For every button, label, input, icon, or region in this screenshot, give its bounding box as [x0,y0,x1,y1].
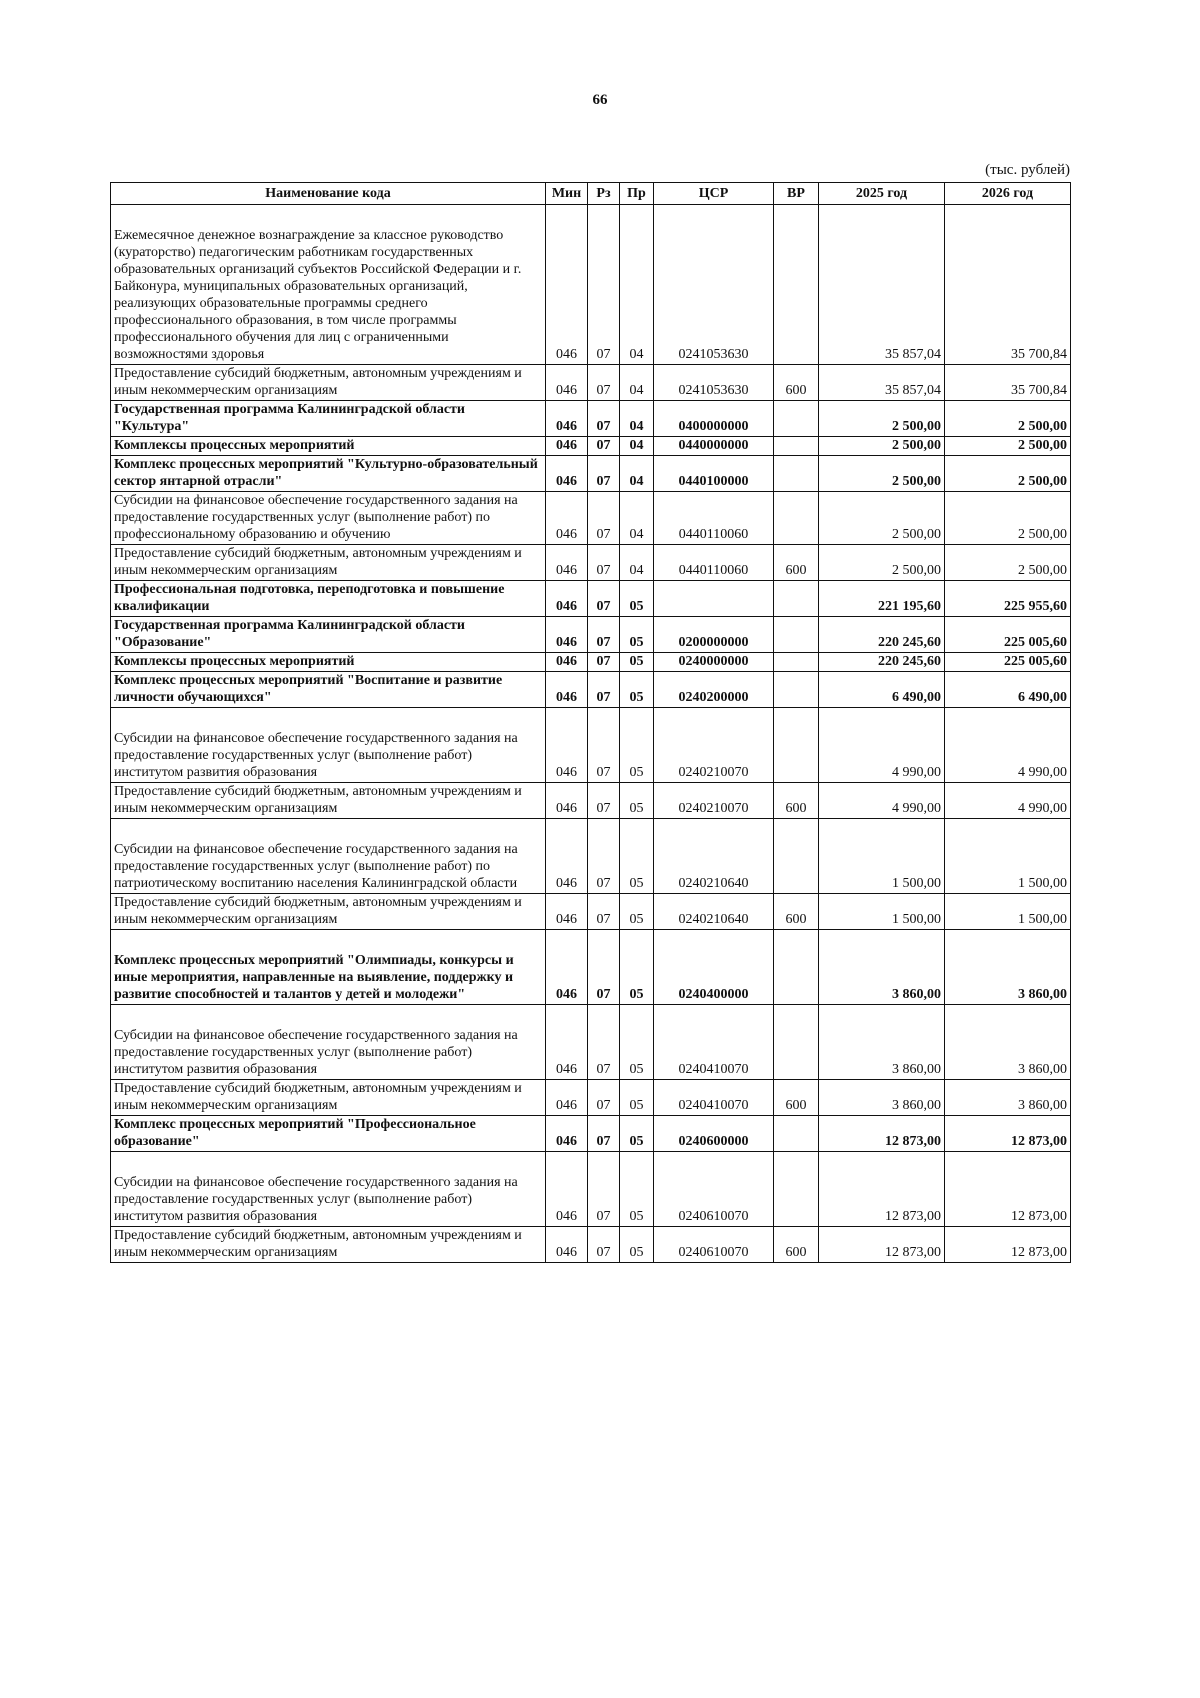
cell-name: Предоставление субсидий бюджетным, автономным учреждениям и иным некоммерческим организациям [111,365,546,401]
cell-rz: 07 [588,617,620,653]
cell-y2025: 4 990,00 [819,783,945,819]
cell-csr: 0240200000 [654,672,774,708]
cell-csr: 0440000000 [654,437,774,456]
cell-y2025: 2 500,00 [819,492,945,545]
table-row [111,456,1071,492]
cell-csr: 0240610070 [654,1227,774,1263]
cell-name: Субсидии на финансовое обеспечение государственного задания на предоставление государственных услуг (выполнение работ) институтом развития образования [111,1152,546,1227]
cell-min: 046 [546,456,588,492]
cell-y2026: 12 873,00 [945,1116,1071,1152]
cell-csr: 0241053630 [654,365,774,401]
cell-vr [774,437,819,456]
cell-y2025: 12 873,00 [819,1227,945,1263]
cell-y2026: 2 500,00 [945,437,1071,456]
cell-name: Государственная программа Калининградской области "Образование" [111,617,546,653]
cell-rz: 07 [588,581,620,617]
cell-name: Комплекс процессных мероприятий "Воспитание и развитие личности обучающихся" [111,672,546,708]
cell-pr: 05 [620,1152,654,1227]
cell-min: 046 [546,672,588,708]
cell-csr: 0400000000 [654,401,774,437]
table-row [111,365,1071,401]
cell-y2026: 225 955,60 [945,581,1071,617]
cell-vr [774,401,819,437]
cell-pr: 04 [620,205,654,365]
cell-y2026: 2 500,00 [945,456,1071,492]
cell-y2025: 2 500,00 [819,401,945,437]
cell-rz: 07 [588,1005,620,1080]
cell-y2025: 35 857,04 [819,205,945,365]
cell-rz: 07 [588,672,620,708]
cell-csr: 0240410070 [654,1080,774,1116]
cell-csr: 0240400000 [654,930,774,1005]
cell-name: Предоставление субсидий бюджетным, автономным учреждениям и иным некоммерческим организациям [111,1227,546,1263]
cell-pr: 04 [620,437,654,456]
cell-min: 046 [546,653,588,672]
cell-pr: 05 [620,708,654,783]
cell-name: Комплексы процессных мероприятий [111,653,546,672]
cell-name: Комплекс процессных мероприятий "Профессиональное образование" [111,1116,546,1152]
cell-min: 046 [546,1116,588,1152]
table-row [111,1116,1071,1152]
cell-y2025: 220 245,60 [819,617,945,653]
cell-vr [774,492,819,545]
cell-min: 046 [546,894,588,930]
cell-min: 046 [546,783,588,819]
cell-name: Комплекс процессных мероприятий "Олимпиады, конкурсы и иные мероприятия, направленные на выявление, поддержку и развитие способностей и талантов у детей и молодежи" [111,930,546,1005]
table-row [111,708,1071,783]
cell-vr [774,672,819,708]
cell-rz: 07 [588,205,620,365]
cell-min: 046 [546,492,588,545]
cell-y2026: 2 500,00 [945,492,1071,545]
cell-y2026: 4 990,00 [945,708,1071,783]
cell-vr: 600 [774,365,819,401]
cell-vr [774,930,819,1005]
table-row [111,492,1071,545]
cell-y2025: 3 860,00 [819,1005,945,1080]
cell-name: Предоставление субсидий бюджетным, автономным учреждениям и иным некоммерческим организациям [111,894,546,930]
cell-y2026: 12 873,00 [945,1152,1071,1227]
cell-y2025: 35 857,04 [819,365,945,401]
cell-min: 046 [546,708,588,783]
cell-y2026: 1 500,00 [945,894,1071,930]
cell-y2026: 35 700,84 [945,365,1071,401]
cell-vr [774,205,819,365]
table-header-row [111,183,1071,205]
cell-pr: 04 [620,401,654,437]
cell-csr: 0240210070 [654,708,774,783]
cell-csr: 0240210640 [654,819,774,894]
col-header-pr: Пр [620,183,654,205]
cell-vr [774,1116,819,1152]
cell-min: 046 [546,437,588,456]
cell-vr [774,456,819,492]
cell-rz: 07 [588,401,620,437]
cell-pr: 05 [620,1005,654,1080]
cell-rz: 07 [588,894,620,930]
cell-csr: 0240410070 [654,1005,774,1080]
cell-pr: 05 [620,894,654,930]
table-row [111,930,1071,1005]
cell-y2025: 220 245,60 [819,653,945,672]
cell-pr: 04 [620,545,654,581]
cell-pr: 05 [620,819,654,894]
cell-csr: 0240210070 [654,783,774,819]
table-row [111,819,1071,894]
cell-name: Субсидии на финансовое обеспечение государственного задания на предоставление государственных услуг (выполнение работ) по патриотическому воспитанию населения Калининградской области [111,819,546,894]
table-row [111,437,1071,456]
cell-pr: 05 [620,1227,654,1263]
col-header-name: Наименование кода [111,183,546,205]
cell-y2025: 2 500,00 [819,545,945,581]
cell-y2025: 6 490,00 [819,672,945,708]
cell-pr: 05 [620,617,654,653]
cell-name: Профессиональная подготовка, переподготовка и повышение квалификации [111,581,546,617]
cell-name: Ежемесячное денежное вознаграждение за классное руководство (кураторство) педагогическим работникам государственных образовательных организаций субъектов Российской Федерации и г. Байконура, муниципальных образовательных организаций, реализующих образовательные программы среднего профессионального образования, в том числе программы профессионального обучения для лиц с ограниченными возможностями здоровья [111,205,546,365]
cell-rz: 07 [588,437,620,456]
budget-table [110,182,1071,1263]
cell-pr: 05 [620,672,654,708]
cell-y2026: 12 873,00 [945,1227,1071,1263]
cell-csr: 0440100000 [654,456,774,492]
cell-csr: 0240000000 [654,653,774,672]
cell-pr: 05 [620,581,654,617]
cell-y2025: 4 990,00 [819,708,945,783]
cell-y2026: 225 005,60 [945,617,1071,653]
cell-pr: 04 [620,492,654,545]
cell-pr: 05 [620,1080,654,1116]
cell-y2026: 6 490,00 [945,672,1071,708]
col-header-vr: ВР [774,183,819,205]
cell-pr: 04 [620,456,654,492]
cell-rz: 07 [588,456,620,492]
cell-name: Комплексы процессных мероприятий [111,437,546,456]
cell-min: 046 [546,1227,588,1263]
cell-vr [774,617,819,653]
cell-y2026: 3 860,00 [945,930,1071,1005]
cell-y2026: 2 500,00 [945,401,1071,437]
cell-pr: 04 [620,365,654,401]
cell-rz: 07 [588,783,620,819]
cell-name: Субсидии на финансовое обеспечение государственного задания на предоставление государственных услуг (выполнение работ) по профессиональному образованию и обучению [111,492,546,545]
cell-rz: 07 [588,365,620,401]
cell-y2026: 4 990,00 [945,783,1071,819]
cell-y2025: 221 195,60 [819,581,945,617]
cell-min: 046 [546,1080,588,1116]
table-row [111,401,1071,437]
cell-y2025: 3 860,00 [819,1080,945,1116]
cell-min: 046 [546,401,588,437]
cell-name: Предоставление субсидий бюджетным, автономным учреждениям и иным некоммерческим организациям [111,783,546,819]
cell-csr: 0200000000 [654,617,774,653]
cell-pr: 05 [620,1116,654,1152]
table-row [111,1227,1071,1263]
cell-rz: 07 [588,545,620,581]
cell-vr [774,1005,819,1080]
cell-rz: 07 [588,930,620,1005]
cell-vr: 600 [774,1080,819,1116]
cell-name: Предоставление субсидий бюджетным, автономным учреждениям и иным некоммерческим организациям [111,1080,546,1116]
cell-rz: 07 [588,653,620,672]
cell-y2026: 1 500,00 [945,819,1071,894]
cell-rz: 07 [588,1152,620,1227]
cell-vr [774,708,819,783]
cell-csr: 0440110060 [654,545,774,581]
cell-vr [774,581,819,617]
cell-name: Субсидии на финансовое обеспечение государственного задания на предоставление государственных услуг (выполнение работ) институтом развития образования [111,1005,546,1080]
cell-min: 046 [546,819,588,894]
cell-rz: 07 [588,708,620,783]
table-row [111,545,1071,581]
cell-y2025: 2 500,00 [819,456,945,492]
cell-y2026: 3 860,00 [945,1005,1071,1080]
cell-min: 046 [546,545,588,581]
cell-min: 046 [546,617,588,653]
cell-y2025: 12 873,00 [819,1116,945,1152]
cell-min: 046 [546,1152,588,1227]
cell-vr: 600 [774,545,819,581]
cell-rz: 07 [588,1080,620,1116]
cell-y2025: 3 860,00 [819,930,945,1005]
cell-y2026: 3 860,00 [945,1080,1071,1116]
cell-rz: 07 [588,819,620,894]
table-body [111,205,1071,1263]
cell-y2025: 12 873,00 [819,1152,945,1227]
table-row [111,783,1071,819]
table-row [111,1152,1071,1227]
cell-y2026: 225 005,60 [945,653,1071,672]
cell-min: 046 [546,930,588,1005]
table-row [111,672,1071,708]
cell-vr [774,653,819,672]
cell-pr: 05 [620,653,654,672]
cell-rz: 07 [588,492,620,545]
cell-rz: 07 [588,1116,620,1152]
cell-vr [774,819,819,894]
col-header-csr: ЦСР [654,183,774,205]
table-row [111,617,1071,653]
cell-min: 046 [546,1005,588,1080]
cell-csr: 0241053630 [654,205,774,365]
cell-y2025: 1 500,00 [819,894,945,930]
page-number: 66 [592,92,608,108]
cell-rz: 07 [588,1227,620,1263]
cell-y2026: 35 700,84 [945,205,1071,365]
cell-vr: 600 [774,783,819,819]
cell-csr [654,581,774,617]
cell-name: Субсидии на финансовое обеспечение государственного задания на предоставление государственных услуг (выполнение работ) институтом развития образования [111,708,546,783]
cell-y2025: 1 500,00 [819,819,945,894]
table-row [111,205,1071,365]
col-header-2025: 2025 год [819,183,945,205]
table-row [111,1080,1071,1116]
cell-y2026: 2 500,00 [945,545,1071,581]
cell-csr: 0440110060 [654,492,774,545]
cell-min: 046 [546,365,588,401]
cell-min: 046 [546,581,588,617]
col-header-rz: Рз [588,183,620,205]
cell-min: 046 [546,205,588,365]
cell-csr: 0240610070 [654,1152,774,1227]
cell-name: Предоставление субсидий бюджетным, автономным учреждениям и иным некоммерческим организациям [111,545,546,581]
cell-name: Комплекс процессных мероприятий "Культурно-образовательный сектор янтарной отрасли" [111,456,546,492]
units-label: (тыс. рублей) [985,162,1070,178]
col-header-2026: 2026 год [945,183,1071,205]
cell-csr: 0240210640 [654,894,774,930]
cell-vr: 600 [774,1227,819,1263]
table-row [111,653,1071,672]
cell-pr: 05 [620,783,654,819]
cell-vr: 600 [774,894,819,930]
cell-y2025: 2 500,00 [819,437,945,456]
table-row [111,1005,1071,1080]
cell-name: Государственная программа Калининградской области "Культура" [111,401,546,437]
table-row [111,894,1071,930]
col-header-min: Мин [546,183,588,205]
cell-pr: 05 [620,930,654,1005]
cell-vr [774,1152,819,1227]
cell-csr: 0240600000 [654,1116,774,1152]
table-row [111,581,1071,617]
